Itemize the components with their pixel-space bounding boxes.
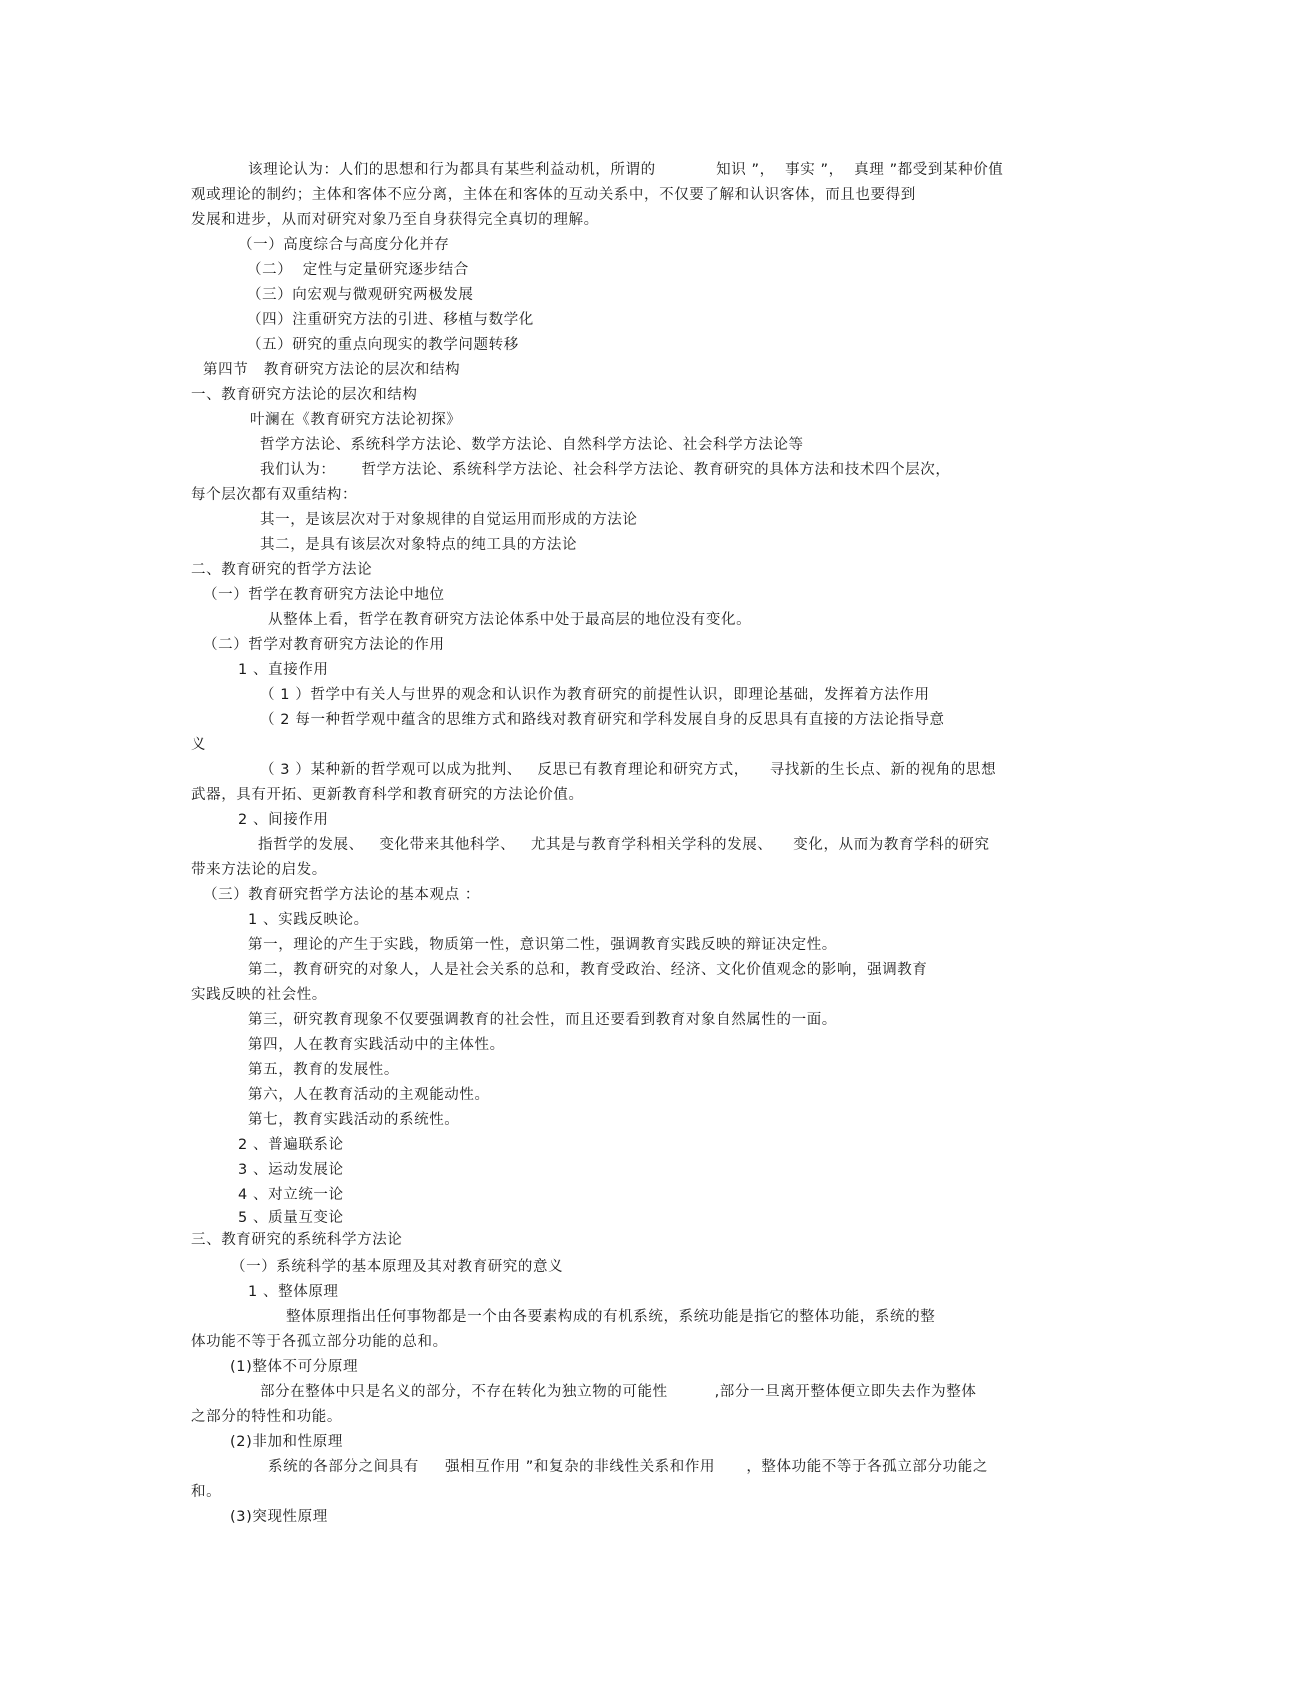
list-item: 1 、直接作用 <box>238 662 329 678</box>
text-line: 体功能不等于各孤立部分功能的总和。 <box>191 1334 448 1350</box>
text-line: 带来方法论的启发。 <box>191 862 327 878</box>
list-item: 4 、对立统一论 <box>238 1187 344 1203</box>
text-line: 我们认为： 哲学方法论、系统科学方法论、社会科学方法论、教育研究的具体方法和技术四个层次， <box>260 462 951 478</box>
text-line: 整体原理指出任何事物都是一个由各要素构成的有机系统，系统功能是指它的整体功能，系统的整 <box>286 1309 936 1325</box>
list-item: （二） 定性与定量研究逐步结合 <box>247 262 469 278</box>
subsection-heading: （一）哲学在教育研究方法论中地位 <box>203 587 445 603</box>
text-line: 第三，研究教育现象不仅要强调教育的社会性，而且还要看到教育对象自然属性的一面。 <box>248 1012 837 1028</box>
list-item: （一）高度综合与高度分化并存 <box>238 237 450 253</box>
text-line: （ 1 ）哲学中有关人与世界的观念和认识作为教育研究的前提性认识，即理论基础，发挥着方法作用 <box>260 687 930 703</box>
text-line: 其一，是该层次对于对象规律的自觉运用而形成的方法论 <box>260 512 638 528</box>
subsection-heading: (1)整体不可分原理 <box>230 1359 359 1375</box>
text-line: 第一，理论的产生于实践，物质第一性，意识第二性，强调教育实践反映的辩证决定性。 <box>248 937 837 953</box>
text-line: 武器，具有开拓、更新教育科学和教育研究的方法论价值。 <box>191 787 584 803</box>
text-line: 观或理论的制约；主体和客体不应分离，主体在和客体的互动关系中，不仅要了解和认识客体，而且也要得到 <box>191 187 916 203</box>
list-item: 1 、实践反映论。 <box>248 912 369 928</box>
subsection-heading: (3)突现性原理 <box>230 1509 328 1525</box>
text-line: 从整体上看，哲学在教育研究方法论体系中处于最高层的地位没有变化。 <box>268 612 752 628</box>
section-heading: 二、教育研究的哲学方法论 <box>191 562 373 578</box>
text-line: 和。 <box>191 1484 222 1500</box>
text-line: 义 <box>191 737 207 753</box>
list-item: 3 、运动发展论 <box>238 1162 344 1178</box>
text-line: 实践反映的社会性。 <box>191 987 327 1003</box>
subsection-heading: （一）系统科学的基本原理及其对教育研究的意义 <box>231 1259 564 1275</box>
text-line: 该理论认为：人们的思想和行为都具有某些利益动机，所谓的 知识 ”， 事实 ”， 真理 ”都受到某种价值 <box>248 162 1004 178</box>
text-line: 之部分的特性和功能。 <box>191 1409 342 1425</box>
text-line: 第六，人在教育活动的主观能动性。 <box>248 1087 490 1103</box>
section-heading: 三、教育研究的系统科学方法论 <box>191 1232 403 1248</box>
text-line: 叶澜在《教育研究方法论初探》 <box>250 412 462 428</box>
section-heading: 第四节 教育研究方法论的层次和结构 <box>203 362 461 378</box>
section-heading: 一、教育研究方法论的层次和结构 <box>191 387 418 403</box>
list-item: （三）向宏观与微观研究两极发展 <box>247 287 474 303</box>
text-line: 每个层次都有双重结构： <box>191 487 358 503</box>
text-line: 第二，教育研究的对象人，人是社会关系的总和，教育受政治、经济、文化价值观念的影响，强调教育 <box>248 962 928 978</box>
list-item: 1 、整体原理 <box>248 1284 339 1300</box>
text-line: 指哲学的发展、 变化带来其他科学、 尤其是与教育学科相关学科的发展、 变化，从而为教育学科的研究 <box>258 837 990 853</box>
text-line: 发展和进步，从而对研究对象乃至自身获得完全真切的理解。 <box>191 212 599 228</box>
text-line: 其二，是具有该层次对象特点的纯工具的方法论 <box>260 537 578 553</box>
text-line: 系统的各部分之间具有 强相互作用 ”和复杂的非线性关系和作用 ，整体功能不等于各孤立部分功能之 <box>268 1459 988 1475</box>
subsection-heading: （三）教育研究哲学方法论的基本观点 ： <box>203 887 481 903</box>
text-line: 哲学方法论、系统科学方法论、数学方法论、自然科学方法论、社会科学方法论等 <box>260 437 804 453</box>
list-item: （四）注重研究方法的引进、移植与数学化 <box>247 312 534 328</box>
list-item: （五）研究的重点向现实的教学问题转移 <box>247 337 519 353</box>
list-item: 5 、质量互变论 <box>238 1210 344 1226</box>
subsection-heading: (2)非加和性原理 <box>230 1434 343 1450</box>
text-line: 部分在整体中只是名义的部分，不存在转化为独立物的可能性 ,部分一旦离开整体便立即失去作为整体 <box>260 1384 977 1400</box>
text-line: 第七，教育实践活动的系统性。 <box>248 1112 460 1128</box>
text-line: （ 2 每一种哲学观中蕴含的思维方式和路线对教育研究和学科发展自身的反思具有直接的方法论指导意 <box>260 712 945 728</box>
subsection-heading: （二）哲学对教育研究方法论的作用 <box>203 637 445 653</box>
list-item: 2 、普遍联系论 <box>238 1137 344 1153</box>
text-line: 第四，人在教育实践活动中的主体性。 <box>248 1037 505 1053</box>
list-item: 2 、间接作用 <box>238 812 329 828</box>
text-line: 第五，教育的发展性。 <box>248 1062 399 1078</box>
text-line: （ 3 ）某种新的哲学观可以成为批判、 反思已有教育理论和研究方式， 寻找新的生长点、新的视角的思想 <box>260 762 997 778</box>
